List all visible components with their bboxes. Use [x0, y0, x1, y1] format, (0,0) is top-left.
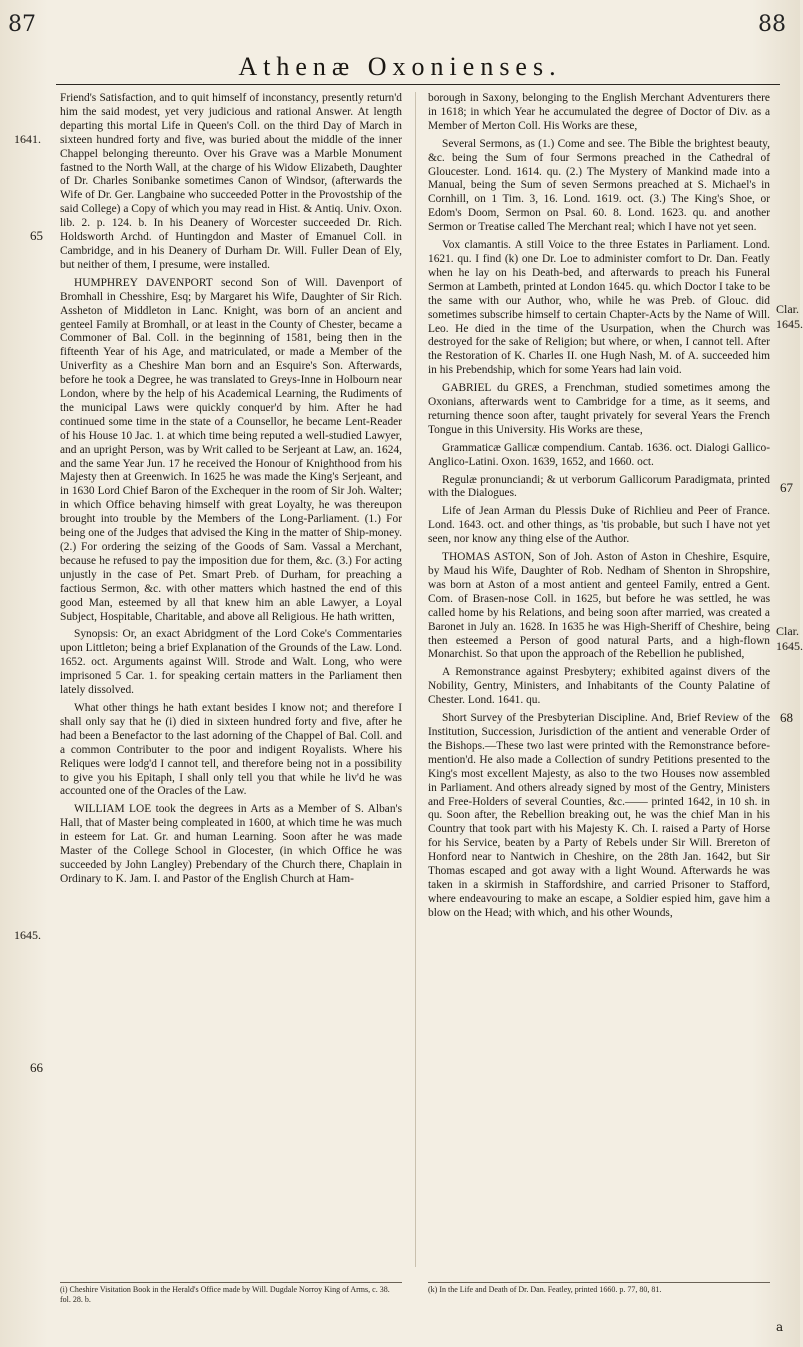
- paragraph-works: Synopsis: Or, an exact Abridgment of the Lord Coke's Commentaries upon Littleton; being a brief Explanation of the Grounds of the Law. Lond. 1652. oct. Arguments against Will. Strode and Walt. Long, who were imprisoned 5 Car. 1. for speaking certain matters in the Parliament then lately dissolved.: [60, 628, 402, 697]
- paragraph-works: Short Survey of the Presbyterian Discipline. And, Brief Review of the Institution, Succession, Jurisdiction of the antient and venerable Order of the Bishops.—These two last were printed with the Remonstrance before-mention'd. He also made a Collection of sundry Petitions presented to the King's most excellent Majesty, as also to the two Houses now assembled in Parliament. And others already signed by most of the Gentry, Ministers and Free-Holders of several Counties, &c.—— printed 1642, in 10 sh. in qu. Soon after, the Rebellion breaking out, he was the chief Man in his Country that took part with his Majesty K. Ch. I. raised a Party of Horse for his Service, beaten by a Party of Rebels under Sir Will. Brereton of Honford near to Nantwich in Cheshire, on the 28th Jan. 1642, but Sir Thomas escaped and got away with a light Wound. Afterwards he was taken in a skirmish in Staffordshire, and carried Prisoner to Stafford, where endeavouring to make an escape, a Soldier espied him, gave him a blow on the Head; with which, and his other Wounds,: [428, 712, 770, 919]
- footnote-right: (k) In the Life and Death of Dr. Dan. Featley, printed 1660. p. 77, 80, 81.: [428, 1282, 770, 1295]
- paragraph: borough in Saxony, belonging to the English Merchant Adventurers there in 1618; in which Year he accumulated the degree of Doctor of Div. as a Member of Merton Coll. His Works are these,: [428, 92, 770, 132]
- paragraph-works: Vox clamantis. A still Voice to the three Estates in Parliament. Lond. 1621. qu. I find (k) one Dr. Loe to administer comfort to Dr. Dan. Featly when he lay on his Death-bed, and afterwards to preach his Funeral Sermon at Lambeth, printed at London 1645. qu. which Doctor I take to be the same with our Author, who, while he was Preb. of Glouc. did sometimes subscribe himself to certain Chapter-Acts by the Name of Will. Leo. He died in the time of the Usurpation, when the Church was destroyed for the sake of Religion; but where, or when, I cannot tell. After the Restoration of K. Charles II. one Hugh Nash, M. of A. succeeded him in his Prebendship, which for some Years had lain void.: [428, 239, 770, 377]
- margin-entry-number: 65: [30, 228, 43, 243]
- column-divider: [415, 92, 416, 1267]
- signature-mark: a: [776, 1320, 784, 1334]
- paragraph-entry-du-gres: GABRIEL du GRES, a Frenchman, studied sometimes among the Oxonians, afterwards went to Cambridge for a time, as it seems, and returning thence soon after, taught privately for several Years the French Tongue in this University. His Works are these,: [428, 382, 770, 436]
- margin-entry-number: 68: [780, 710, 793, 725]
- page-number-left: 87: [8, 12, 36, 37]
- paragraph-entry-aston: THOMAS ASTON, Son of Joh. Aston of Aston in Cheshire, Esquire, by Maud his Wife, Daughter of Rob. Nedham of Shenton in Shropshire, was born at Aston of a most antient and genteel Family, entred a Gent. Com. of Brasen-nose Coll. in 1625, but before he was settled, he was called home by his Relations, and being soon after married, was created a Baronet in July an. 1628. In 1635 he was High-Sheriff of Cheshire, being then esteemed a Person of good natural Parts, and a high-flown Monarchist. So that upon the approach of the Rebellion he published,: [428, 551, 770, 661]
- margin-entry-number: 67: [780, 480, 793, 495]
- margin-note-clar: Clar. 1645.: [776, 624, 803, 653]
- paragraph-entry-loe: WILLIAM LOE took the degrees in Arts as a Member of S. Alban's Hall, that of Master being compleated in 1600, at which time he was much in esteem for Lat. Gr. and human Learning. Soon after he was made Master of the College School in Glocester, (in which Office he was succeeded by John Langley) Prebendary of the Church there, Chaplain in Ordinary to K. Jam. I. and Pastor of the English Church at Ham-: [60, 803, 402, 885]
- running-title: Athenæ Oxonienses.: [238, 52, 562, 81]
- paragraph-entry-davenport: HUMPHREY DAVENPORT second Son of Will. Davenport of Bromhall in Chesshire, Esq; by Margaret his Wife, Daughter of Sir Rich. Assheton of Middleton in Lanc. Knight, was born of an ancient and genteel Family at Bromhall, or at least in the County of Chester, became a Commoner of Bal. Coll. in the beginning of 1581, being then in the fifteenth Year of his Age, and matriculated, or made a Member of the Univerfity as a Cheshire Man born and an Esquire's Son. Afterwards, before he took a Degree, he was translated to Greys-Inne in Holbourn near London, where by the help of his Academical Learning, the Rudiments of the municipal Laws were quickly conquer'd by him. After he had continued some time in the state of a Counsellor, he became Lent-Reader of his House 10 Jac. 1. at which time being reputed a well-studied Lawyer, and an upright Person, was by Writ called to be Serjeant at Law, an. 1624, and the same Year Jun. 17 he received the Honour of Knighthood from his Majesty then at Greenwich. In 1625 he was made the King's Serjeant, and in 1630 Lord Chief Baron of the Exchequer in the room of Sir Joh. Walter; in which Office behaving himself with great Loyalty, he was thereupon brought into trouble by the Members of the Long-Parliament. (1.) For being one of the Judges that advised the King in the matter of Ship-money. (2.) For ordering the seizing of the Goods of Sam. Vassal a Merchant, because he refused to pay the imposition due for them, &c. (3.) For acting unjustly in the case of Pet. Smart Preb. of Durham, for preaching a factious Sermon, &c. with other matters which hastned the end of this good Man, esteemed by all that knew him an able Lawyer, a Loyal Subject, Hospitable, Charitable, and above all Religious. He hath written,: [60, 276, 402, 623]
- header-rule: [56, 84, 780, 85]
- margin-note-year: 1645.: [14, 928, 41, 942]
- margin-entry-number: 66: [30, 1060, 43, 1075]
- paragraph-works: Life of Jean Arman du Plessis Duke of Richlieu and Peer of France. Lond. 1643. oct. and other things, as 'tis probable, but such I have not yet seen, nor know any thing else of the Author.: [428, 505, 770, 546]
- paragraph: What other things he hath extant besides I know not; and therefore I shall only say that he (i) died in sixteen hundred forty and five, after he had been a Benefactor to the last adorning of the Chappel of Bal. Coll. and a common Contributer to the poor and indigent Royalists. Where his Reliques were lodg'd I cannot tell, and therefore being not in a possibility to give you his Epitaph, I shall only tell you that while he liv'd he was accounted one of the Oracles of the Law.: [60, 701, 402, 798]
- left-column: [60, 92, 402, 891]
- margin-note-year: 1641.: [14, 132, 41, 146]
- margin-note-clar: Clar. 1645.: [776, 302, 803, 331]
- right-column: [428, 92, 770, 925]
- paragraph-works: Grammaticæ Gallicæ compendium. Cantab. 1636. oct. Dialogi Gallico-Anglico-Latini. Oxon. 1639, 1652, and 1660. oct.: [428, 441, 770, 468]
- page-header: [0, 0, 800, 81]
- paragraph: Friend's Satisfaction, and to quit himself of inconstancy, presently return'd him the said modest, yet very judicious and rational Answer. At length departing this mortal Life in Queen's Coll. on the third Day of March in sixteen hundred forty and five, was buried about the middle of the inner Chappel belonging thereunto. Over his Grave was a Marble Monument fastned to the North Wall, at the charge of his Widow Elizabeth, Daughter of Dr. Charles Sonibanke sometimes Canon of Windsor, (afterwards the Wife of Dr. Ger. Langbaine who succeeded Potter in the Provostship of the said College) a Copy of which you may read in Hist. & Antiq. Univ. Oxon. lib. 2. p. 124. b. In his Deanery of Worcester succeeded Dr. Rich. Holdsworth Archd. of Huntingdon and Master of Emanuel Coll. in Cambridge, and in his Deanery of Durham Dr. Will. Fuller Dean of Ely, but neither of them, I presume, were installed.: [60, 92, 402, 271]
- paragraph-works: Several Sermons, as (1.) Come and see. The Bible the brightest beauty, &c. being the Sum of four Sermons preached in the Cathedral of Gloucester. Lond. 1614. qu. (2.) The Mystery of Mankind made into a Manual, being the Sum of seven Sermons preached at S. Michael's in Cornhill, on 1 Tim. 3, 16. Lond. 1619. oct. (3.) The King's Shoe, or Edom's Doom, Sermon on Psal. 60. 8. Lond. 1623. qu. and another Sermon or Treatise called The Merchant real; which I have not yet seen.: [428, 137, 770, 234]
- paragraph-works: Regulæ pronunciandi; & ut verborum Gallicorum Paradigmata, printed with the Dialogues.: [428, 473, 770, 500]
- page-number-right: 88: [758, 12, 786, 37]
- footnote-left: (i) Cheshire Visitation Book in the Herald's Office made by Will. Dugdale Norroy King of Arms, c. 38. fol. 28. b.: [60, 1282, 402, 1305]
- paragraph-works: A Remonstrance against Presbytery; exhibited against divers of the Nobility, Gentry, Ministers, and Inhabitants of the County Palatine of Chester. Lond. 1641. qu.: [428, 666, 770, 707]
